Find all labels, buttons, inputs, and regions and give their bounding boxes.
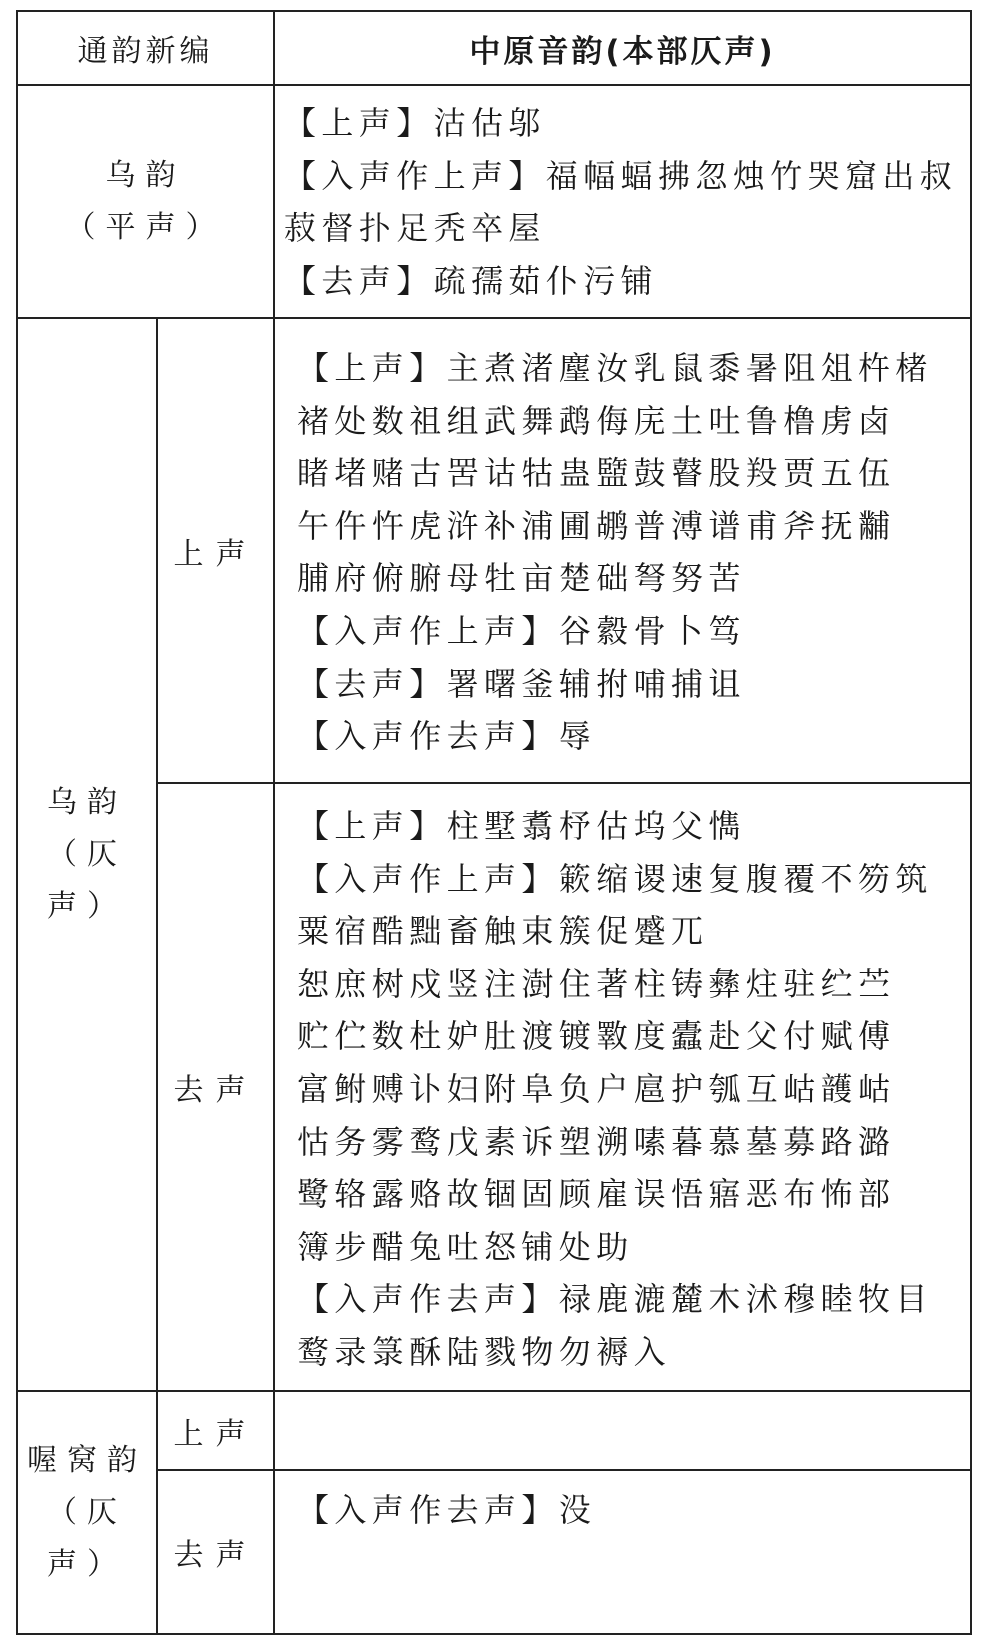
content-line: 怙务雾鹜戊素诉塑溯嗉暮慕墓募路潞: [297, 1122, 896, 1161]
content-wu-ping: [284, 97, 964, 307]
content-line: 贮伫数杜妒肚渡镀斁度蠹赴父付赋傅: [297, 1017, 896, 1056]
content-line: 脯府俯腑母牡亩楚础弩努苦: [297, 559, 746, 598]
rhyme-label-wu-ze: [18, 319, 156, 1390]
content-line: 富鲋赙讣妇附阜负户扈护瓠互岵頀岵: [297, 1069, 896, 1108]
content-line: 【上声】主煮渚麈汝乳鼠黍暑阻俎杵楮: [297, 349, 933, 387]
content-line: 菽督扑足秃卒屋: [284, 209, 546, 248]
rule-row3a-bottom: [156, 1469, 972, 1471]
content-line: 【去声】署曙釜辅拊哺捕诅: [297, 664, 746, 703]
content-line: 【入声作去声】没: [297, 1491, 597, 1529]
rhyme-tone-class: （平声）: [65, 209, 226, 245]
rhyme-label-wu-ping: [18, 86, 273, 317]
header-right: 中原音韵(本部仄声): [469, 33, 776, 70]
content-line: 【入声作去声】禄鹿漉麓木沭穆睦牧目: [297, 1280, 933, 1319]
content-line: 鹜录箓酥陆戮物勿褥入: [297, 1332, 672, 1371]
tone-label-qu: 去声: [173, 1538, 258, 1573]
content-line: 【上声】沽估邬: [284, 104, 546, 142]
content-line: 【入声作上声】簌缩谡速复腹覆不笏筑: [297, 859, 933, 898]
content-line: 【入声作去声】辱: [297, 717, 597, 756]
rhyme-label-wowo-ze: [18, 1392, 156, 1633]
content-line: 【去声】疏孺茹仆污铺: [284, 261, 659, 300]
tone-label-qu: 去声: [173, 1073, 258, 1108]
rhyme-tone-class: （仄声）: [47, 836, 127, 924]
tone-label-shang: 上声: [173, 536, 258, 572]
content-line: 簿步醋兔吐怒铺处助: [297, 1227, 634, 1266]
rule-main-divider: [273, 10, 275, 1635]
content-wu-shang: [297, 342, 965, 763]
rhyme-name: 乌韵: [47, 784, 127, 820]
header-left: 通韵新编: [77, 34, 214, 69]
content-wowo-qu: [297, 1484, 965, 1537]
content-line: 【入声作上声】谷縠骨卜笃: [297, 611, 746, 650]
tone-label-shang: 上声: [173, 1416, 258, 1452]
content-line: 【入声作上声】福幅蝠拂忽烛竹哭窟出叔: [284, 156, 958, 195]
content-line: 睹堵赌古罟诂牯蛊盬鼓瞽股羖贾五伍: [297, 454, 896, 493]
rhyme-tone-class: （仄声）: [47, 1494, 127, 1582]
rule-row2a-bottom: [156, 782, 972, 784]
rhyme-name: 乌韵: [105, 157, 186, 193]
content-line: 恕庶树戍竖注澍住著柱铸彝炷驻纻苎: [297, 964, 896, 1003]
content-line: 鹭辂露赂故锢固顾雇误悟寤恶布怖部: [297, 1175, 896, 1214]
content-line: 褚处数祖组武舞鹉侮庑土吐鲁橹虏卤: [297, 401, 896, 440]
content-line: 【上声】柱墅翥杼估坞父懏: [297, 807, 746, 845]
content-wu-qu: [297, 800, 965, 1379]
content-line: 午仵忤虎浒补浦圃鹕普溥谱甫斧抚黼: [297, 506, 896, 545]
rhyme-name: 喔窝韵: [27, 1442, 147, 1478]
content-line: 粟宿酷黜畜触束簇促蹙兀: [297, 912, 709, 951]
